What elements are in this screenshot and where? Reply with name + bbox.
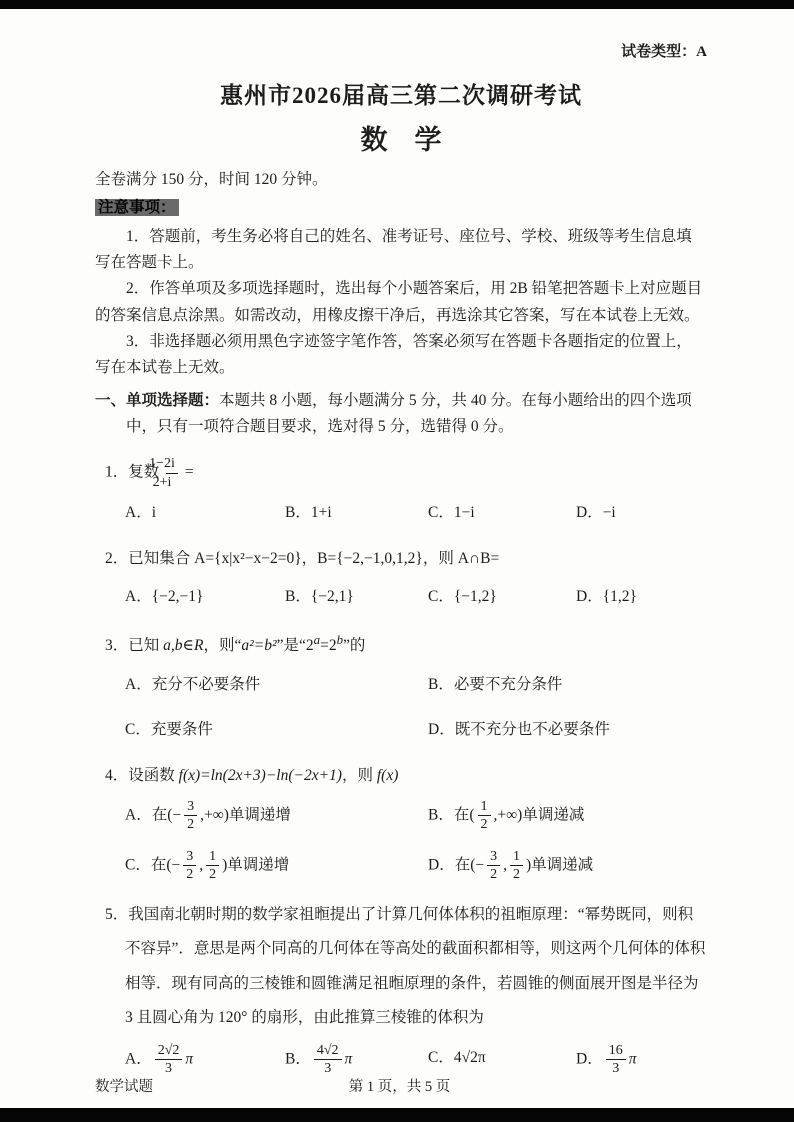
question-1 [95,456,707,527]
question-3 [95,627,707,744]
q4-a-fraction [184,799,197,833]
q4-stem-text: 4．设函数 [105,766,179,784]
q1-fraction [149,456,178,490]
q4-stem-formula: f(x)=ln(2x+3)−ln(−2x+1) [178,766,342,784]
question-4-options [95,799,707,883]
question-4 [95,761,707,883]
question-4-stem [95,761,707,791]
question-2 [95,544,707,612]
q5-a-fraction [155,1043,183,1077]
q5-a-pi: π [185,1050,194,1068]
q1-option-b: B．1+i [285,504,332,522]
q4-option-d [428,849,707,883]
q1-option-c: C．1−i [428,504,475,522]
q2-option-d: D．{1,2} [576,587,637,605]
q5-d-den: 3 [606,1059,626,1076]
q1-fraction-numerator: 1−2i [149,456,175,472]
notice-heading [95,195,707,221]
q1-option-a: A．i [125,504,157,522]
q3-math-2: a²=b² [241,637,277,655]
q4-b-text-2: ,+∞)单调递减 [493,806,585,824]
q4-option-b [428,799,707,833]
scan-edge-top [0,0,794,9]
exam-title: 惠州市2026届高三第二次调研考试 [220,83,582,108]
q4-a-den: 2 [184,815,197,832]
q4-d-text: D．在(− [428,856,485,874]
q4-c-num-1: 3 [186,848,194,864]
q5-b-pi: π [344,1050,353,1068]
page-content [95,40,707,1077]
q5-option-d [576,1043,707,1077]
q5-b-fraction [314,1043,342,1077]
q4-b-text: B．在( [428,806,475,824]
notice-item-1: 1．答题前，考生务必将自己的姓名、准考证号、座位号、学校、班级等考生信息填写在答题卡上。 [95,227,692,272]
q3-option-a: A．充分不必要条件 [125,675,261,693]
exam-info: 全卷满分 150 分，时间 120 分钟。 [95,171,328,188]
q4-d-text-2: )单调递减 [525,856,594,874]
question-5-options [95,1043,707,1077]
question-3-stem [95,627,707,661]
notice-item-2: 2．作答单项及多项选择题时，选出每个小题答案后，用 2B 铅笔把答题卡上对应题目的答案信息点涂黑。如需改动，用橡皮擦干净后，再选涂其它答案，写在本试卷上无效。 [95,280,703,324]
q4-c-text-2: )单调递增 [222,856,290,874]
question-5-stem: 5．我国南北朝时期的数学家祖暅提出了计算几何体体积的祖暅原理：“幂势既同，则积不容异”．意思是两个同高的几何体在等高处的截面积都相等，则这两个几何体的体积相等．现有同高的三棱锥和圆锥满足祖暅原理的条件，若圆锥的侧面展开图是半径为 3 且圆心角为 120° 的扇形，由此推算三棱锥的体积为 [105,906,706,1026]
question-1-options [95,498,707,527]
q5-option-b [285,1043,428,1077]
q4-d-den-2: 2 [510,865,523,882]
question-3-options [95,670,707,745]
q1-fraction-denominator: 2+i [166,473,178,490]
section-text: 本题共 8 小题，每小题满分 5 分，共 40 分。在每小题给出的四个选项中，只有一项符合题目要求，选对得 5 分，选错得 0 分。 [126,391,692,436]
q2-option-b: B．{−2,1} [285,587,354,605]
q4-d-fraction-1 [487,849,500,883]
q3-option-c: C．充要条件 [125,721,213,739]
question-2-stem: 2．已知集合 A={x|x²−x−2=0}，B={−2,−1,0,1,2}，则 A∩B= [105,549,500,567]
q4-b-den: 2 [478,815,491,832]
q4-a-text: A．在(− [125,806,182,824]
q3-option-d: D．既不充分也不必要条件 [428,721,610,739]
q5-a-label: A． [125,1050,152,1068]
page-footer [95,1075,704,1096]
q4-d-comma: , [503,856,507,874]
q4-c-text: C．在(− [125,856,181,874]
question-2-options [95,582,707,611]
q4-c-fraction-2 [206,849,219,883]
q4-a-num: 3 [187,798,195,814]
q3-text-4: =2 [320,637,337,655]
q4-d-num-2: 1 [512,848,520,864]
q4-c-den-2: 2 [206,865,219,882]
q4-a-text-2: ,+∞)单调递增 [200,806,291,824]
q5-b-den: 3 [314,1059,342,1076]
q1-option-d: D．−i [576,504,616,522]
q5-a-den: 3 [155,1059,183,1076]
q4-c-den-1: 2 [183,865,196,882]
question-1-stem [95,456,707,490]
q4-stem-fx: f(x) [376,766,399,784]
q2-option-a: A．{−2,−1} [125,587,204,605]
q5-d-label: D． [576,1050,603,1068]
q4-b-fraction [478,799,491,833]
q4-stem-text-2: ，则 [341,766,377,784]
q4-d-den-1: 2 [487,865,500,882]
section-label: 一、单项选择题： [95,391,220,409]
q3-superscript-b: b [336,632,344,648]
scan-edge-bottom [0,1108,794,1122]
q4-option-c [125,849,428,883]
q5-option-c: C．4√2π [428,1048,486,1066]
subject-title: 数 学 [360,125,442,155]
q3-superscript-a: a [313,632,321,648]
q5-a-num: 2√2 [157,1042,180,1058]
q4-c-num-2: 1 [209,848,217,864]
notice-item-3: 3．非选择题必须用黑色字迹签字笔作答，答案必须写在答题卡各题指定的位置上，写在本试卷上无效。 [95,333,692,377]
q3-option-b: B．必要不充分条件 [428,675,563,693]
footer-page-number: 第 1 页，共 5 页 [348,1079,451,1095]
q5-b-label: B． [285,1050,311,1068]
q3-text-5: ”的 [343,637,366,655]
section-header [95,388,707,441]
q3-text-2: ，则“ [203,637,242,655]
paper-type-label: 试卷类型：A [621,44,707,60]
q5-d-pi: π [628,1050,637,1068]
q3-math-1: a,b∈R [163,637,204,655]
q5-b-num: 4√2 [316,1042,339,1058]
notice-label: 注意事项： [95,199,179,216]
q3-text-1: 3．已知 [105,637,164,655]
q4-option-a [125,799,428,833]
q4-b-num: 1 [480,798,488,814]
q4-c-fraction-1 [183,849,196,883]
q2-option-c: C．{−1,2} [428,587,497,605]
q5-d-fraction [606,1043,626,1077]
question-5 [95,898,707,1076]
q1-equals-sign: = [184,463,194,481]
q3-text-3: ”是“2 [276,637,314,655]
q5-d-num: 16 [608,1042,623,1058]
q5-option-a [125,1043,285,1077]
q4-c-comma: , [199,856,204,874]
q4-d-num-1: 3 [490,848,498,864]
footer-paper-name: 数学试题 [95,1079,153,1095]
q1-stem-text: 1．复数 [105,463,160,481]
q4-d-fraction-2 [510,849,523,883]
